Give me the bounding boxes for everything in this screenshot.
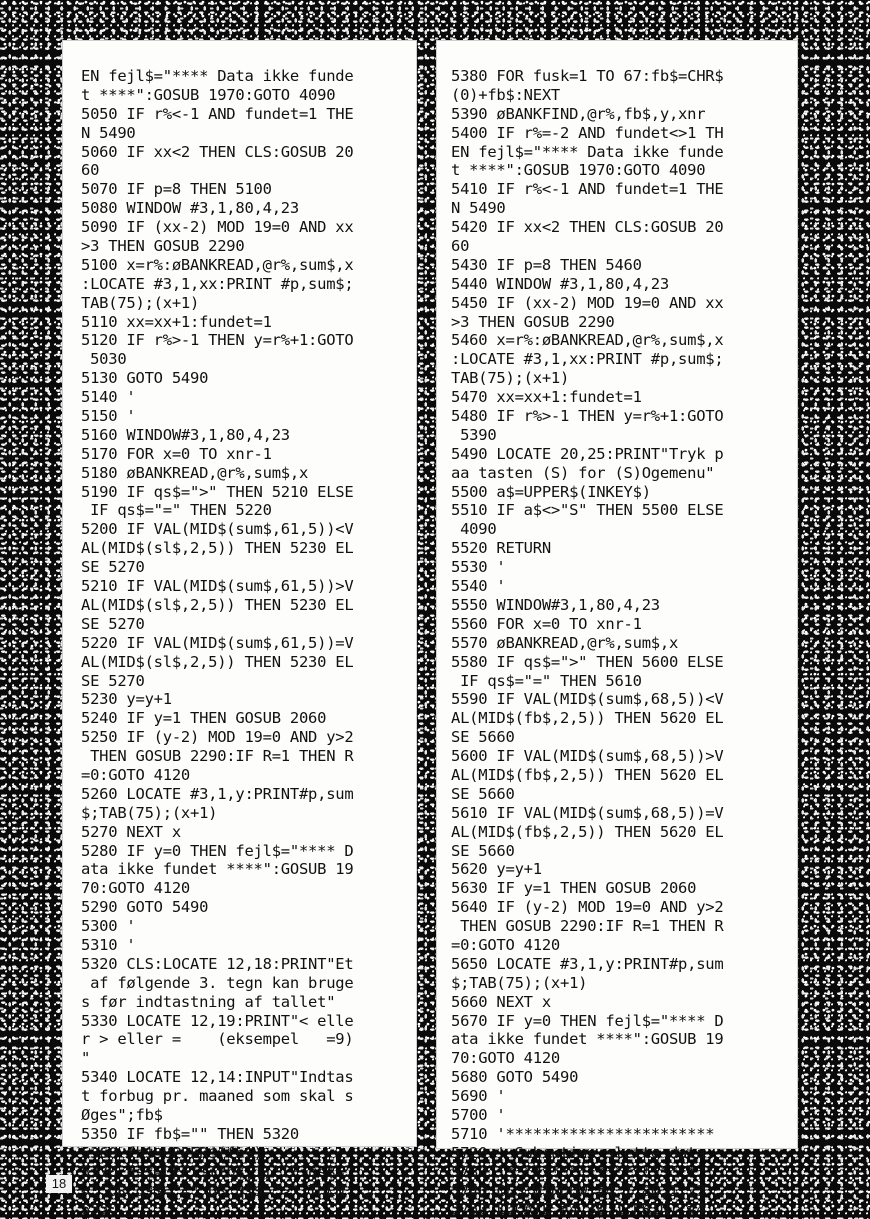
code-line: 5520 RETURN: [451, 539, 551, 558]
code-line: 5350 IF fb$="" THEN 5320: [81, 1124, 299, 1143]
code-line: 5430 IF p=8 THEN 5460: [451, 255, 642, 274]
code-line: N 5490: [451, 199, 506, 218]
code-line: N 5490: [81, 123, 136, 142]
code-line: =0:GOTO 4120: [451, 935, 560, 954]
code-line: AL(MID$(sl$,2,5)) THEN 5230 EL: [81, 595, 354, 614]
code-line: 5100 x=r%:øBANKREAD,@r%,sum$,x: [81, 255, 354, 274]
code-line: Øges";fb$: [81, 1105, 163, 1124]
code-line: 5440 WINDOW #3,1,80,4,23: [451, 274, 669, 293]
code-line: 5190 IF qs$=">" THEN 5210 ELSE: [81, 482, 354, 501]
code-line: 5260 LOCATE #3,1,y:PRINT#p,sum: [81, 784, 354, 803]
code-line: 5610 IF VAL(MID$(sum$,68,5))=V: [451, 803, 724, 822]
code-line: ata ikke fundet ****":GOSUB 19: [451, 1030, 724, 1049]
code-line: 70:GOTO 4120: [81, 879, 190, 898]
code-line: 5410 IF r%<-1 AND fundet=1 THE: [451, 180, 724, 199]
code-line: AL(MID$(sl$,2,5)) THEN 5230 EL: [81, 652, 354, 671]
code-line: AL(MID$(fb$,2,5)) THEN 5620 EL: [451, 822, 724, 841]
code-line: 5500 a$=UPPER$(INKEY$): [451, 482, 651, 501]
page-number: 18: [46, 1175, 72, 1193]
code-line: AL(MID$(fb$,2,5)) THEN 5620 EL: [451, 709, 724, 728]
code-line: IF qs$="=" THEN 5610: [451, 671, 642, 690]
code-line: t ****":GOSUB 1970:GOTO 4090: [451, 161, 706, 180]
code-line: 5450 IF (xx-2) MOD 19=0 AND xx: [451, 293, 724, 312]
code-line: 5230 y=y+1: [81, 690, 172, 709]
code-line: 5150 ': [81, 407, 136, 426]
code-line: 5650 LOCATE #3,1,y:PRINT#p,sum: [451, 954, 724, 973]
code-line: 5550 WINDOW#3,1,80,4,23: [451, 595, 660, 614]
code-line: 5480 IF r%>-1 THEN y=r%+1:GOTO: [451, 407, 724, 426]
code-column-left: [63, 41, 416, 1219]
code-line: 5240 IF y=1 THEN GOSUB 2060: [81, 709, 327, 728]
code-line: aa tasten (S) for (S)Ogemenu": [451, 463, 715, 482]
code-line: SE 5660: [451, 784, 515, 803]
code-line: 5470 xx=xx+1:fundet=1: [451, 388, 642, 407]
code-line: 5570 øBANKREAD,@r%,sum$,x: [451, 633, 679, 652]
code-line: 5490 LOCATE 20,25:PRINT"Tryk p: [451, 444, 724, 463]
code-line: 5590 IF VAL(MID$(sum$,68,5))<V: [451, 690, 724, 709]
code-line: 5300 ': [81, 917, 136, 936]
code-line: 5390: [451, 425, 497, 444]
code-listing-right: [437, 41, 797, 1219]
code-line: 5220 IF VAL(MID$(sum$,61,5))=V: [81, 633, 354, 652]
code-line: 60: [81, 161, 100, 180]
code-line: 5320 CLS:LOCATE 12,18:PRINT"Et: [81, 954, 354, 973]
code-line: 60: [451, 237, 470, 256]
code-line: r > eller = (eksempel =9): [81, 1030, 354, 1049]
code-line: (0)+fb$:NEXT: [451, 85, 560, 104]
code-line: 5680 GOTO 5490: [451, 1068, 579, 1087]
code-line: >3 THEN GOSUB 2290: [451, 312, 615, 331]
code-line: 5160 WINDOW#3,1,80,4,23: [81, 425, 290, 444]
code-column-right: [437, 41, 797, 1219]
code-line: SE 5270: [81, 671, 145, 690]
code-line: 5330 LOCATE 12,19:PRINT"< elle: [81, 1011, 354, 1030]
code-line: af følgende 3. tegn kan bruge: [81, 973, 354, 992]
code-line: 5550: [81, 1200, 118, 1219]
code-line: IF qs$="=" THEN 5220: [81, 501, 272, 520]
code-line: =0:GOTO 4120: [81, 765, 190, 784]
code-line: 5060 IF xx<2 THEN CLS:GOSUB 20: [81, 142, 354, 161]
code-line: 5120 IF r%>-1 THEN y=r%+1:GOTO: [81, 331, 354, 350]
code-line: s før indtastning af tallet": [81, 992, 336, 1011]
code-line: >3 THEN GOSUB 2290: [81, 237, 245, 256]
code-line: $;TAB(75);(x+1): [451, 973, 588, 992]
code-line: TAB(75);(x+1): [81, 293, 200, 312]
code-line: 5210 IF VAL(MID$(sum$,61,5))>V: [81, 577, 354, 596]
code-line: SE 5660: [451, 728, 515, 747]
code-line: 4090: [451, 520, 497, 539]
code-line: 5250 IF (y-2) MOD 19=0 AND y>2: [81, 728, 354, 747]
code-line: 5050 IF r%<-1 AND fundet=1 THE: [81, 104, 354, 123]
code-line: <" OR qs$="=" OR qs$=">" THEN: [81, 1181, 345, 1200]
code-line: 5290 GOTO 5490: [81, 898, 209, 917]
code-line: $;TAB(75);(x+1): [81, 803, 218, 822]
code-line: :LOCATE #3,1,xx:PRINT #p,sum$;: [451, 350, 724, 369]
code-line: 5540 ': [451, 577, 506, 596]
code-line: 5390 øBANKFIND,@r%,fb$,y,xnr: [451, 104, 706, 123]
code-line: 5030: [81, 350, 127, 369]
code-line: 5400 IF r%=-2 AND fundet<>1 TH: [451, 123, 724, 142]
code-line: AL(MID$(sl$,2,5)) THEN 5230 EL: [81, 539, 354, 558]
code-line: 5310 ': [81, 935, 136, 954]
code-line: 5710 '***********************: [451, 1124, 715, 1143]
code-line: 5670 IF y=0 THEN fejl$="**** D: [451, 1011, 724, 1030]
code-line: 5420 IF xx<2 THEN CLS:GOSUB 20: [451, 218, 724, 237]
code-line: 5170 FOR x=0 TO xnr-1: [81, 444, 272, 463]
code-line: 5110 xx=xx+1:fundet=1: [81, 312, 272, 331]
code-line: EN fejl$="**** Data ikke funde: [81, 67, 354, 85]
code-line: 70:GOTO 4120: [451, 1049, 560, 1068]
code-line: 5130 GOTO 5490: [81, 369, 209, 388]
code-line: SE 5270: [81, 558, 145, 577]
code-line: 5640 IF (y-2) MOD 19=0 AND y>2: [451, 898, 724, 917]
code-line: 5740 CLS:WINDOW #4,1,80,1,23: [451, 1181, 706, 1200]
code-line: 5600 IF VAL(MID$(sum$,68,5))>V: [451, 747, 724, 766]
code-line: 5280 IF y=0 THEN fejl$="**** D: [81, 841, 354, 860]
code-line: 5750 LOCATE #4,30,1:PRINT #4,": [451, 1200, 724, 1219]
code-line: t forbug pr. maaned som skal s: [81, 1087, 354, 1106]
code-line: :LOCATE #3,1,xx:PRINT #p,sum$;: [81, 274, 354, 293]
code-line: 5080 WINDOW #3,1,80,4,23: [81, 199, 299, 218]
code-line: 5270 NEXT x: [81, 822, 181, 841]
code-line: 5340 LOCATE 12,14:INPUT"Indtas: [81, 1068, 354, 1087]
code-line: 5090 IF (xx-2) MOD 19=0 AND xx: [81, 218, 354, 237]
code-line: 5560 FOR x=0 TO xnr-1: [451, 614, 642, 633]
code-line: AL(MID$(fb$,2,5)) THEN 5620 EL: [451, 765, 724, 784]
code-line: 5460 x=r%:øBANKREAD,@r%,sum$,x: [451, 331, 724, 350]
code-line: 5070 IF p=8 THEN 5100: [81, 180, 272, 199]
code-line: 5200 IF VAL(MID$(sum$,61,5))<V: [81, 520, 354, 539]
code-line: 5580 IF qs$=">" THEN 5600 ELSE: [451, 652, 724, 671]
code-line: TAB(75);(x+1): [451, 369, 570, 388]
code-line: 5370 qs$=LEFT$(fb$,1):IF qs$=": [81, 1162, 354, 1181]
code-line: 5360 fb$=UPPER$(fb$): [81, 1143, 263, 1162]
code-line: ata ikke fundet ****":GOSUB 19: [81, 860, 354, 879]
code-line: EN fejl$="**** Data ikke funde: [451, 142, 724, 161]
code-line: THEN GOSUB 2290:IF R=1 THEN R: [451, 917, 724, 936]
code-listing-left: [63, 41, 416, 1219]
code-line: SE 5270: [81, 614, 145, 633]
code-line: THEN GOSUB 2290:IF R=1 THEN R: [81, 747, 354, 766]
code-line: 5140 ': [81, 388, 136, 407]
code-line: 5510 IF a$<>"S" THEN 5500 ELSE: [451, 501, 724, 520]
code-line: 5660 NEXT x: [451, 992, 551, 1011]
code-line: 5720 ' Subrutine slette data: [451, 1143, 706, 1162]
code-line: t ****":GOSUB 1970:GOTO 4090: [81, 85, 336, 104]
code-line: 5530 ': [451, 558, 506, 577]
code-line: 5700 ': [451, 1105, 506, 1124]
code-line: 5380 FOR fusk=1 TO 67:fb$=CHR$: [451, 67, 724, 85]
code-line: 5630 IF y=1 THEN GOSUB 2060: [451, 879, 697, 898]
code-line: SE 5660: [451, 841, 515, 860]
code-line: 5730 '***********************: [451, 1162, 715, 1181]
code-line: 5690 ': [451, 1087, 506, 1106]
code-line: ": [81, 1049, 91, 1068]
code-line: 5620 y=y+1: [451, 860, 542, 879]
code-line: 5180 øBANKREAD,@r%,sum$,x: [81, 463, 309, 482]
